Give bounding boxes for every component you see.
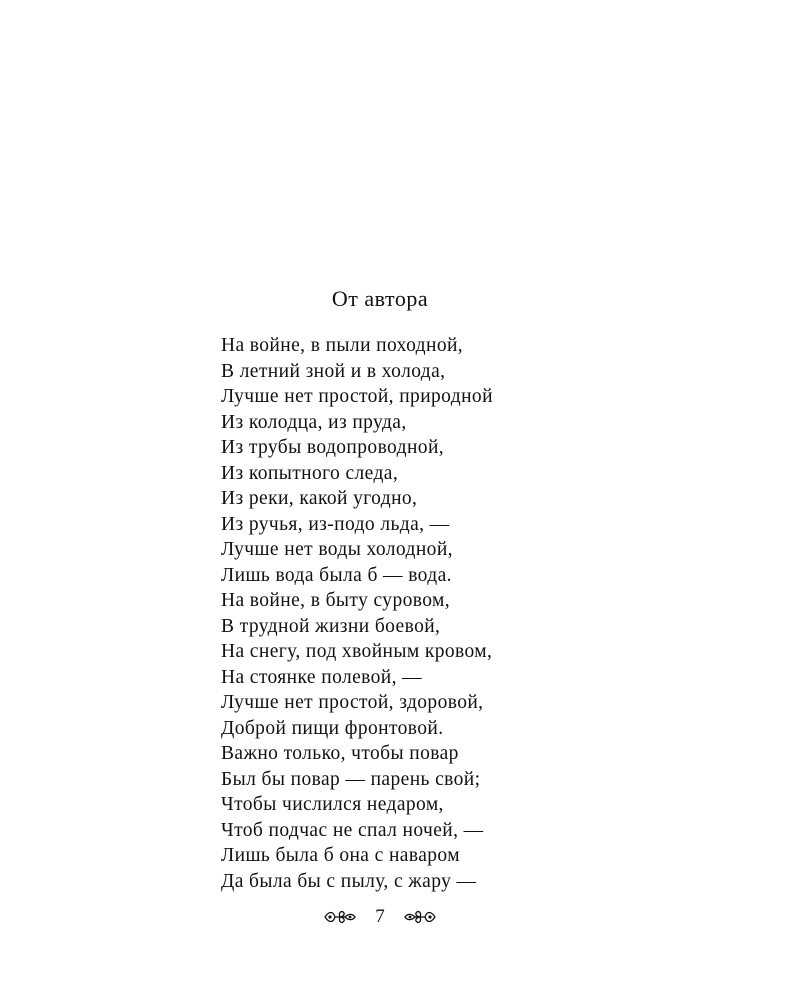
chapter-heading: От автора [331, 286, 429, 311]
poem-line: Из копытного следа, [221, 462, 399, 484]
poem-line: На войне, в быту суровом, [221, 590, 451, 611]
poem-line: Лучше нет воды холодной, [221, 539, 453, 560]
poem-line: В летний зной и в холода, [221, 360, 446, 382]
poem-line: В трудной жизни боевой, [221, 615, 441, 637]
page-number: 7 [375, 906, 385, 927]
poem-text [221, 333, 641, 894]
poem-line: Лучше нет простой, природной [221, 386, 493, 407]
poem-line: Чтобы числился недаром, [221, 794, 444, 815]
floral-ornament-icon [403, 907, 437, 927]
page-footer [0, 906, 760, 928]
poem-line: Был бы повар — парень свой; [221, 768, 481, 790]
poem-line: Лучше нет простой, здоровой, [221, 692, 484, 713]
poem-line: Важно только, чтобы повар [221, 743, 459, 764]
poem-line: Из трубы водопроводной, [221, 437, 445, 458]
poem-line: На снегу, под хвойным кровом, [221, 641, 493, 662]
poem-line: Чтоб подчас не спал ночей, — [221, 819, 484, 841]
poem-line: Из реки, какой угодно, [221, 488, 418, 509]
poem-line: Доброй пищи фронтовой. [221, 717, 444, 739]
poem-line: Лишь вода была б — вода. [221, 564, 452, 586]
poem-line: Лишь была б она с наваром [221, 845, 460, 866]
poem-line: Из колодца, из пруда, [221, 411, 407, 433]
poem-line: Да была бы с пылу, с жару — [221, 870, 477, 892]
poem-line: На стоянке полевой, — [221, 666, 423, 688]
poem-line: На войне, в пыли походной, [221, 335, 464, 356]
poem-line: Из ручья, из-подо льда, — [221, 513, 450, 535]
floral-ornament-icon [323, 907, 357, 927]
